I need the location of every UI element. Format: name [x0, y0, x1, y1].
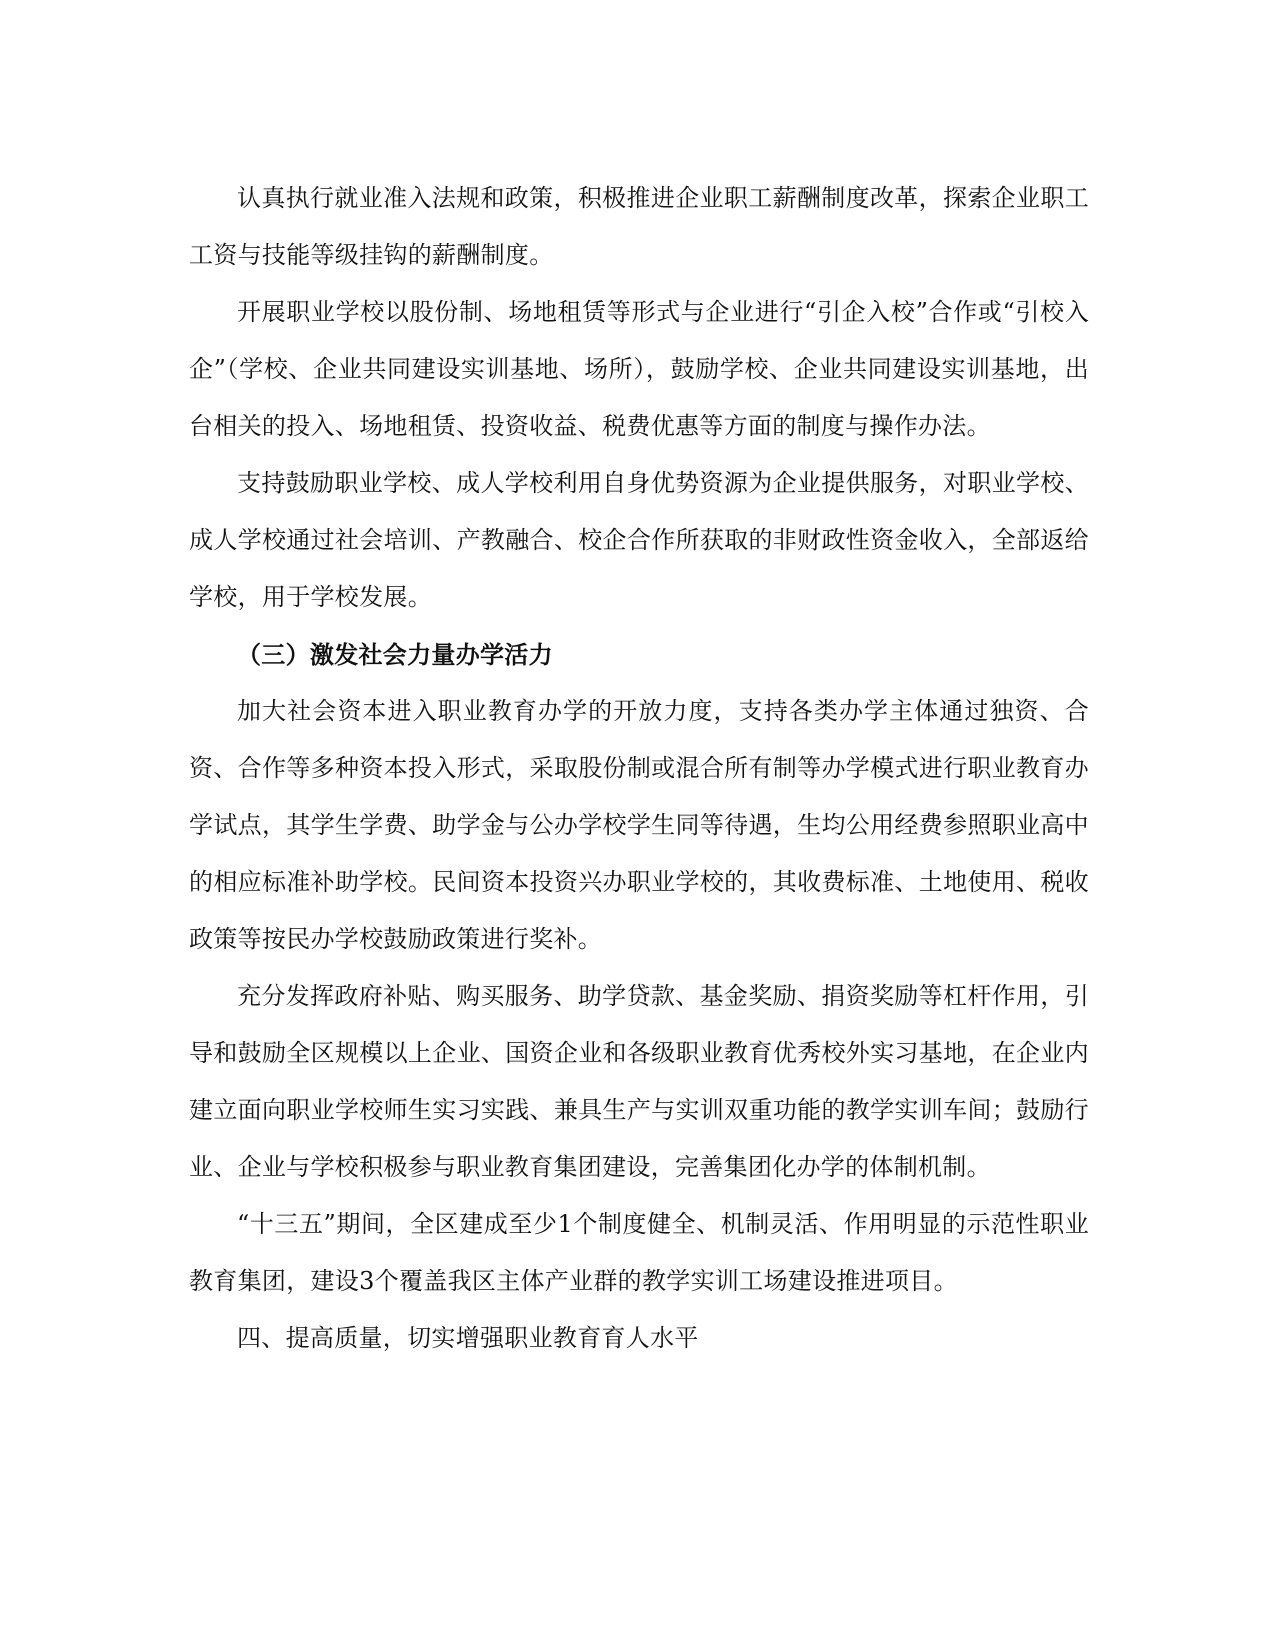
section-title-quality: 四、提高质量，切实增强职业教育育人水平 — [237, 1324, 699, 1352]
document-body — [189, 170, 1089, 1367]
paragraph-school-services: 支持鼓励职业学校、成人学校利用自身优势资源为企业提供服务，对职业学校、成人学校通过社会培训、产教融合、校企合作所获取的非财政性资金收入，全部返给学校，用于学校发展。 — [189, 469, 1089, 611]
paragraph-five-year-plan: “十三五”期间，全区建成至少1个制度健全、机制灵活、作用明显的示范性职业教育集团，建设3个覆盖我区主体产业群的教学实训工场建设推进项目。 — [189, 1210, 1089, 1295]
paragraph-school-enterprise-cooperation: 开展职业学校以股份制、场地租赁等形式与企业进行“引企入校”合作或“引校入企”（学校、企业共同建设实训基地、场所），鼓励学校、企业共同建设实训基地，出台相关的投入、场地租赁、投资收益、税费优惠等方面的制度与操作办法。 — [189, 298, 1089, 440]
paragraph-government-leverage: 充分发挥政府补贴、购买服务、助学贷款、基金奖励、捐资奖励等杠杆作用，引导和鼓励全区规模以上企业、国资企业和各级职业教育优秀校外实习基地，在企业内建立面向职业学校师生实习实践、兼具生产与实训双重功能的教学实训车间；鼓励行业、企业与学校积极参与职业教育集团建设，完善集团化办学的体制机制。 — [189, 982, 1089, 1181]
section-heading: （三）激发社会力量办学活力 — [237, 640, 553, 669]
paragraph-salary-reform: 认真执行就业准入法规和政策，积极推进企业职工薪酬制度改革，探索企业职工工资与技能等级挂钩的薪酬制度。 — [189, 184, 1089, 269]
paragraph-social-capital: 加大社会资本进入职业教育办学的开放力度，支持各类办学主体通过独资、合资、合作等多种资本投入形式，采取股份制或混合所有制等办学模式进行职业教育办学试点，其学生学费、助学金与公办学校学生同等待遇，生均公用经费参照职业高中的相应标准补助学校。民间资本投资兴办职业学校的，其收费标准、土地使用、税收政策等按民办学校鼓励政策进行奖补。 — [189, 697, 1089, 953]
